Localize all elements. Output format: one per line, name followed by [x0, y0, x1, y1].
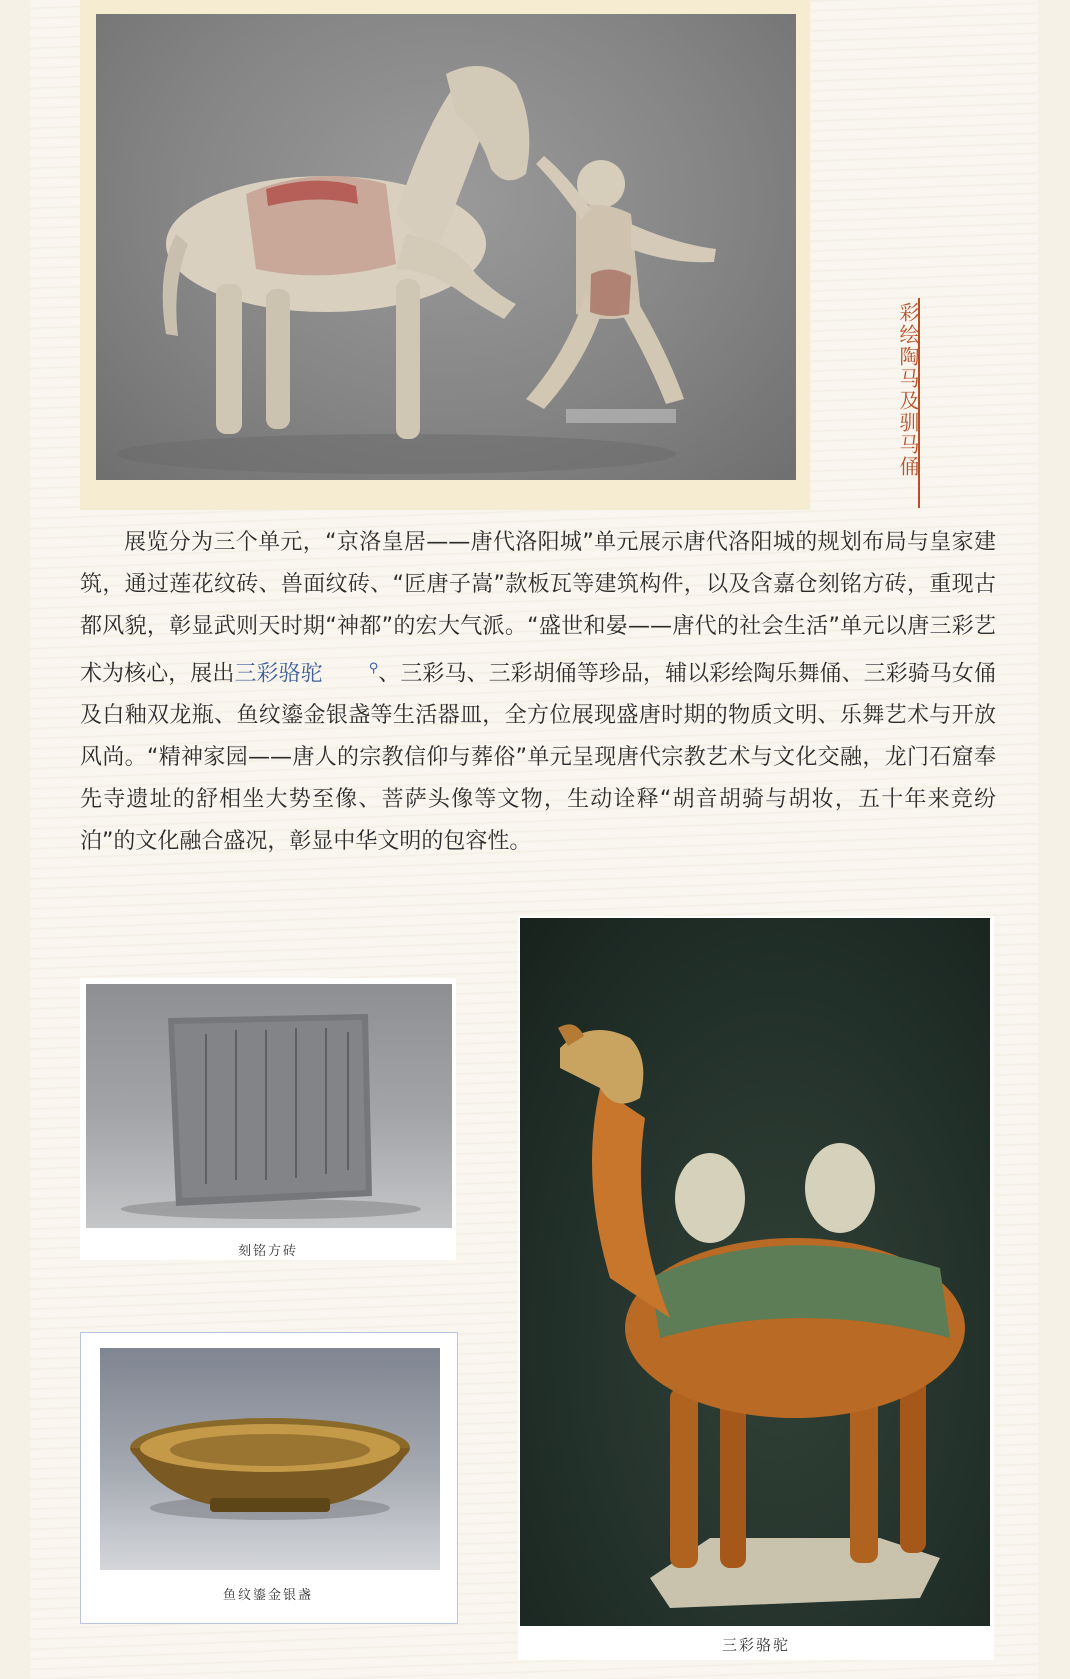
article-paragraph: [80, 522, 996, 863]
article-text-after: 、三彩马、三彩胡俑等珍品，辅以彩绘陶乐舞俑、三彩骑马女俑及白釉双龙瓶、鱼纹鎏金银盏等生活器皿，全方位展现盛唐时期的物质文明、乐舞艺术与开放风尚。“精神家园——唐人的宗教信仰与葬俗”单元呈现唐代宗教艺术与文化交融，龙门石窟奉先寺遗址的舒相坐大势至像、菩萨头像等文物，生动诠释“胡音胡骑与胡妆，五十年来竞纷泊”的文化融合盛况，彰显中华文明的包容性。: [80, 661, 996, 855]
inscribed-brick-photo: [86, 984, 452, 1228]
gilded-silver-bowl-photo: [100, 1348, 440, 1570]
tricolor-camel-link[interactable]: 三彩骆驼: [234, 661, 323, 687]
search-icon[interactable]: ⚲: [368, 661, 379, 676]
tricolor-camel-photo: [520, 918, 990, 1626]
horse-and-groom-photo: [96, 14, 796, 480]
top-image-caption: 彩绘陶马及驯马俑: [896, 302, 920, 478]
camel-caption: 三彩骆驼: [721, 1636, 790, 1654]
bowl-caption: 鱼纹鎏金银盏: [222, 1588, 313, 1603]
article-text-before: 展览分为三个单元，“京洛皇居——唐代洛阳城”单元展示唐代洛阳城的规划布局与皇家建筑，通过莲花纹砖、兽面纹砖、“匠唐子嵩”款板瓦等建筑构件，以及含嘉仓刻铭方砖，重现古都风貌，彰显武则天时期“神都”的宏大气派。“盛世和晏——唐代的社会生活”单元以唐三彩艺术为核心，展出: [80, 530, 996, 687]
brick-caption: 刻铭方砖: [237, 1244, 298, 1259]
